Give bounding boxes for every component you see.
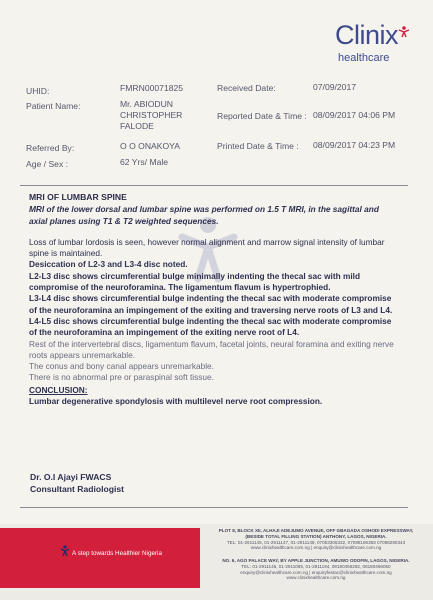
finding-4: L3-L4 disc shows circumferential bulge indenting the thecal sac with moderate compromise of the neuroforamina an impingement of the exiting and traversing nerve roots of L3 and L4. bbox=[29, 293, 393, 315]
reported-date-label: Reported Date & Time : bbox=[217, 111, 307, 121]
logo-subtitle: healthcare bbox=[338, 52, 390, 64]
tagline-text: A step towards Healthier Nigeria bbox=[72, 550, 162, 557]
patient-name-line-1: Mr. ABIODUN bbox=[120, 99, 174, 109]
radiologist-title: Consultant Radiologist bbox=[30, 484, 125, 494]
age-sex-label: Age / Sex : bbox=[26, 159, 69, 169]
printed-date-label: Printed Date & Time : bbox=[217, 141, 299, 151]
finding-1: Loss of lumbar lordosis is seen, however normal alignment and marrow signal intensity of lumbar spine is maintained. bbox=[29, 236, 385, 259]
referred-by-value: O O ONAKOYA bbox=[120, 141, 181, 151]
address-block-1 bbox=[205, 528, 427, 551]
radiologist-name: Dr. O.I Ajayi FWACS bbox=[30, 472, 112, 482]
received-date-label: Received Date: bbox=[217, 83, 276, 93]
report-intro: MRI of the lower dorsal and lumbar spine was performed on 1.5 T MRI, in the sagittal and axial planes using T1 & T2 weighted sequences. bbox=[29, 204, 379, 226]
reported-date-value: 08/09/2017 04:06 PM bbox=[313, 110, 396, 120]
conclusion-text: Lumbar degenerative spondylosis with multilevel nerve root compression. bbox=[29, 396, 323, 407]
address-2-line-3: enquiry@clinixhealthcare.com.ng | enquiryfestac@clinixhealthcare.com.ng bbox=[240, 569, 392, 575]
finding-8: There is no abnormal pre or paraspinal soft tissue. bbox=[29, 372, 214, 383]
age-sex-value: 62 Yrs/ Male bbox=[120, 157, 169, 167]
finding-3: L2-L3 disc shows circumferential bulge minimally indenting the thecal sac with mild compromise of the neuroforamina. The ligamentum flavum is hypertrophied. bbox=[29, 270, 361, 293]
logo-wordmark: Clinix bbox=[335, 20, 399, 50]
patient-name-line-2: CHRISTOPHER bbox=[120, 110, 183, 120]
clinix-logo bbox=[335, 20, 415, 70]
address-1-line-1: PLOT 8, BLOCK XII, ALHAJI ADEJUMO AVENUE, OFF GBAGADA OSHODI EXPRESSWAY, bbox=[218, 528, 414, 533]
address-2-line-4: www.clinixhealthcare.com.ng bbox=[286, 575, 346, 581]
uhid-label: UHID: bbox=[26, 86, 50, 96]
person-figure-icon bbox=[398, 26, 410, 38]
printed-date-value: 08/09/2017 04:23 PM bbox=[313, 140, 396, 150]
patient-name-line-3: FALODE bbox=[120, 121, 154, 131]
address-1-line-4: www.clinixhealthcare.com.ng | enquiry@clinixhealthcare.com.ng bbox=[250, 545, 382, 551]
referred-by-label: Referred By: bbox=[26, 143, 75, 153]
report-title: MRI OF LUMBAR SPINE bbox=[29, 192, 127, 202]
finding-5: L4-L5 disc shows circumferential bulge indenting the thecal sac with moderate compromise of the neuroforamina an impingement of the exiting nerve root of L4. bbox=[29, 315, 392, 338]
address-block-2 bbox=[205, 558, 427, 581]
footer-divider bbox=[20, 507, 408, 508]
patient-name-label: Patient Name: bbox=[26, 101, 81, 111]
conclusion-heading: CONCLUSION: bbox=[29, 384, 88, 395]
tagline-banner bbox=[0, 528, 200, 588]
person-figure-small-icon bbox=[60, 545, 70, 557]
uhid-value: FMRN00071825 bbox=[120, 83, 184, 93]
address-1-line-2: (BESIDE TOTAL FILLING STATION) ANTHONY, LAGOS, NIGERIA. bbox=[245, 533, 387, 539]
report-body bbox=[29, 192, 399, 407]
finding-7: The conus and bony canal appears unremarkable. bbox=[29, 361, 214, 372]
address-2-line-1: NO. 6, AGO PALACE WAY, BY APPLE JUNCTION, AMUWO ODOFIN, LAGOS, NIGERIA. bbox=[222, 558, 410, 563]
address-2-line-2: TEL: 01-2911145, 01-2911095, 01-2911194, 08180466292, 08180466050 bbox=[241, 563, 391, 569]
finding-6: Rest of the intervertebral discs, ligamentum flavum, facetal joints, neural foramina and exiting nerve roots appears unremarkable. bbox=[29, 338, 394, 360]
header-divider bbox=[20, 185, 408, 186]
address-1-line-3: TEL: 01-2911145, 01-2911147, 01-2911149, 07053306332, 07088186358 07088290343 bbox=[226, 539, 406, 545]
received-date-value: 07/09/2017 bbox=[313, 82, 357, 92]
finding-2: Desiccation of L2-3 and L3-4 disc noted. bbox=[29, 259, 188, 270]
